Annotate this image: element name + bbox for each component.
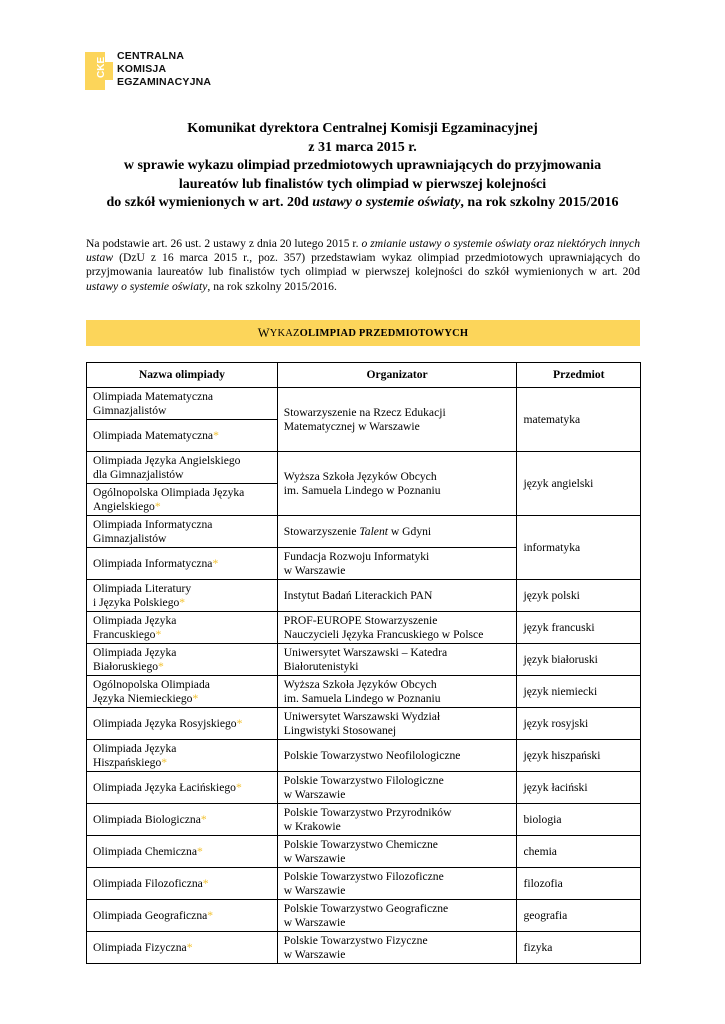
olympiad-name-line	[93, 813, 271, 827]
olympiad-name-text: Gimnazjalistów	[93, 403, 167, 417]
olympiad-name-line	[93, 500, 271, 514]
organizer-cell	[277, 868, 517, 900]
table-row	[87, 580, 641, 612]
banner-smallcaps: OLIMPIAD PRZEDMIOTOWYCH	[299, 327, 469, 339]
olympiad-name-text: Olimpiada Literatury	[93, 581, 192, 595]
organizer-cell	[277, 836, 517, 868]
olympiad-name-text: Olimpiada Języka Łacińskiego	[93, 780, 236, 794]
organizer-line: w Warszawie	[283, 915, 346, 929]
olympiad-name-cell	[87, 484, 278, 516]
table-row	[87, 452, 641, 484]
olympiad-name-line	[93, 429, 271, 443]
organizer-line: Wyższa Szkoła Języków Obcych	[283, 677, 437, 691]
olympiad-name-text: Olimpiada Języka	[93, 741, 177, 755]
olympiad-name-cell	[87, 868, 278, 900]
olympiad-name-cell	[87, 740, 278, 772]
cke-logo-icon	[85, 52, 113, 90]
organizer-line: w Warszawie	[283, 883, 346, 897]
olympiad-name-cell	[87, 516, 278, 548]
subject-cell: matematyka	[517, 388, 641, 452]
subject-cell: język angielski	[517, 452, 641, 516]
olympiad-name-text: Angielskiego	[93, 499, 155, 513]
olympiad-name-cell	[87, 772, 278, 804]
organizer-cell	[277, 676, 517, 708]
olympiad-name-text: Olimpiada Filozoficzna	[93, 876, 203, 890]
olympiad-name-line	[93, 941, 271, 955]
organizer-cell	[277, 388, 517, 452]
organizer-line: Fundacja Rozwoju Informatyki	[283, 549, 430, 563]
organizer-line: Polskie Towarzystwo Neofilologiczne	[283, 748, 461, 762]
title-line-4: laureatów lub finalistów tych olimpiad w pierwszej kolejności	[178, 176, 547, 192]
organizer-line: Polskie Towarzystwo Chemiczne	[283, 837, 438, 851]
table-row	[87, 836, 641, 868]
organizer-line: Nauczycieli Języka Francuskiego w Polsce	[283, 627, 484, 641]
organizer-line: im. Samuela Lindego w Poznaniu	[283, 691, 441, 705]
olympiad-name-text: Gimnazjalistów	[93, 531, 167, 545]
asterisk-marker: *	[161, 755, 168, 769]
header-organizer: Organizator	[277, 363, 517, 388]
organizer-text: w Gdyni	[387, 524, 432, 538]
olympiad-name-line	[93, 877, 271, 891]
section-banner	[86, 320, 640, 346]
olympiad-name-cell	[87, 388, 278, 420]
olympiad-name-line	[93, 781, 271, 795]
organizer-line: w Warszawie	[283, 851, 346, 865]
table-row	[87, 932, 641, 964]
table-row	[87, 708, 641, 740]
asterisk-marker: *	[213, 428, 219, 442]
table-row	[87, 676, 641, 708]
title-line-2: z 31 marca 2015 r.	[308, 139, 417, 155]
organizer-cell	[277, 740, 517, 772]
olympiad-name-text: Olimpiada Fizyczna	[93, 940, 187, 954]
organizer-cell	[277, 612, 517, 644]
table-row	[87, 868, 641, 900]
organizer-line: Wyższa Szkoła Języków Obcych	[283, 469, 437, 483]
organizer-line: Polskie Towarzystwo Filologiczne	[283, 773, 444, 787]
olympiad-name-text: Olimpiada Języka	[93, 645, 177, 659]
subject-cell: fizyka	[517, 932, 641, 964]
organizer-line: PROF-EUROPE Stowarzyszenie	[283, 613, 438, 627]
intro-text-3: , na rok szkolny 2015/2016.	[207, 279, 337, 293]
olympiad-name-text: Olimpiada Chemiczna	[93, 844, 197, 858]
header-subject: Przedmiot	[517, 363, 641, 388]
olympiad-name-text: Olimpiada Informatyczna	[93, 556, 213, 570]
organizer-text: Stowarzyszenie	[283, 524, 360, 538]
organizer-line: Białorutenistyki	[283, 659, 359, 673]
organizer-cell	[277, 804, 517, 836]
subject-cell: geografia	[517, 900, 641, 932]
logo-mark-text: CKE	[96, 56, 107, 78]
table-row	[87, 740, 641, 772]
olympiad-name-cell	[87, 644, 278, 676]
title-line-1: Komunikat dyrektora Centralnej Komisji Egzaminacyjnej	[187, 121, 538, 136]
organizer-cell	[277, 452, 517, 516]
olympiad-name-text: Języka Niemieckiego	[93, 691, 193, 705]
subject-cell: filozofia	[517, 868, 641, 900]
logo-wordmark	[117, 50, 211, 89]
organizer-line: Lingwistyki Stosowanej	[283, 723, 397, 737]
olympiad-name-line	[93, 742, 271, 756]
banner-first-letter: W	[257, 325, 270, 340]
subject-cell: język hiszpański	[517, 740, 641, 772]
subject-cell: język francuski	[517, 612, 641, 644]
organizer-line: im. Samuela Lindego w Poznaniu	[283, 483, 441, 497]
olympiad-name-line	[93, 454, 271, 468]
olympiad-name-line	[93, 486, 271, 500]
organizer-cell	[277, 772, 517, 804]
organizer-line: w Warszawie	[283, 563, 346, 577]
organizer-cell	[277, 516, 517, 548]
logo-line-2: KOMISJA	[117, 63, 167, 75]
table-row	[87, 804, 641, 836]
olympiad-name-line	[93, 596, 271, 610]
subject-cell: chemia	[517, 836, 641, 868]
asterisk-marker: *	[186, 940, 193, 954]
olympiad-name-line	[93, 404, 271, 418]
subject-cell: język łaciński	[517, 772, 641, 804]
asterisk-marker: *	[192, 691, 199, 705]
olympiad-name-text: Olimpiada Matematyczna	[93, 389, 214, 403]
table-body	[87, 388, 641, 964]
olympiad-name-cell	[87, 932, 278, 964]
olympiad-name-line	[93, 468, 271, 482]
olympiad-name-text: Francuskiego	[93, 627, 156, 641]
asterisk-marker: *	[154, 499, 161, 513]
olympiad-name-line	[93, 532, 271, 546]
olympiad-name-line	[93, 692, 271, 706]
olympiad-name-line	[93, 557, 271, 571]
logo-line-1: CENTRALNA	[117, 50, 185, 62]
organizer-line: Polskie Towarzystwo Fizyczne	[283, 933, 428, 947]
title-line-5-post: , na rok szkolny 2015/2016	[460, 195, 619, 210]
olympiad-name-cell	[87, 612, 278, 644]
organizer-line: Polskie Towarzystwo Przyrodników	[283, 805, 452, 819]
organizer-line: Matematycznej w Warszawie	[283, 419, 420, 433]
olympiad-name-line	[93, 756, 271, 770]
organizer-cell	[277, 548, 517, 580]
organizer-line: w Krakowie	[283, 819, 341, 833]
organizer-line	[284, 525, 511, 539]
olympiad-name-text: Olimpiada Języka Angielskiego	[93, 453, 241, 467]
table-row	[87, 644, 641, 676]
subject-cell: język rosyjski	[517, 708, 641, 740]
intro-text-2: (DzU z 16 marca 2015 r., poz. 357) przedstawiam wykaz olimpiad przedmiotowych uprawniających do przyjmowania laureatów lub finalistów tych olimpiad w pierwszej kolejności do szkół wymienionych w art. 20d	[86, 251, 640, 279]
organizer-line: Uniwersytet Warszawski – Katedra	[283, 645, 448, 659]
organizer-italic: Talent	[359, 524, 388, 538]
olympiad-name-text: Olimpiada Języka	[93, 613, 177, 627]
organizer-line: Uniwersytet Warszawski Wydział	[283, 709, 441, 723]
asterisk-marker: *	[158, 659, 164, 673]
organizer-cell	[277, 580, 517, 612]
organizer-cell	[277, 932, 517, 964]
olympiad-name-text: Olimpiada Geograficzna	[93, 908, 208, 922]
intro-paragraph	[86, 237, 640, 294]
olympiad-name-cell	[87, 900, 278, 932]
logo-line-3: EGZAMINACYJNA	[117, 76, 212, 88]
organizer-cell	[277, 900, 517, 932]
olympiad-name-text: Białoruskiego	[93, 659, 159, 673]
olympiad-name-cell	[87, 452, 278, 484]
olympiad-name-text: Ogólnopolska Olimpiada	[93, 677, 210, 691]
olympiad-name-cell	[87, 548, 278, 580]
olympiad-name-text: Olimpiada Informatyczna	[93, 517, 213, 531]
organizer-line: w Warszawie	[283, 947, 346, 961]
organizer-line: Polskie Towarzystwo Filozoficzne	[283, 869, 444, 883]
olympiad-name-text: Olimpiada Biologiczna	[93, 812, 201, 826]
olympiad-name-line	[93, 518, 271, 532]
asterisk-marker: *	[207, 908, 214, 922]
table-row	[87, 516, 641, 548]
olympiad-name-line	[93, 628, 271, 642]
organizer-line: w Warszawie	[283, 787, 346, 801]
organizer-cell	[277, 708, 517, 740]
subject-cell: język niemiecki	[517, 676, 641, 708]
title-line-3: w sprawie wykazu olimpiad przedmiotowych uprawniających do przyjmowania	[123, 158, 602, 173]
olympiad-name-cell	[87, 804, 278, 836]
table-row	[87, 900, 641, 932]
olympiad-name-cell	[87, 580, 278, 612]
olympiad-table	[86, 362, 641, 964]
olympiad-name-cell	[87, 836, 278, 868]
olympiad-name-line	[93, 678, 271, 692]
olympiad-name-line	[93, 582, 271, 596]
intro-text-1: Na podstawie art. 26 ust. 2 ustawy z dnia 20 lutego 2015 r.	[86, 237, 362, 250]
subject-cell: język polski	[517, 580, 641, 612]
olympiad-name-cell	[87, 708, 278, 740]
olympiad-name-line	[93, 614, 271, 628]
asterisk-marker: *	[197, 844, 203, 858]
olympiad-name-cell	[87, 676, 278, 708]
banner-rest: YKAZ	[269, 327, 300, 339]
organizer-line: Polskie Towarzystwo Geograficzne	[283, 901, 449, 915]
table-row	[87, 772, 641, 804]
organizer-line: Instytut Badań Literackich PAN	[283, 588, 433, 602]
header-name: Nazwa olimpiady	[87, 363, 278, 388]
olympiad-name-line	[93, 646, 271, 660]
olympiad-name-text: Ogólnopolska Olimpiada Języka	[93, 485, 245, 499]
title-line-5-italic: ustawy o systemie oświaty	[312, 195, 461, 210]
olympiad-name-text: i Języka Polskiego	[93, 595, 180, 609]
olympiad-name-line	[93, 717, 271, 731]
subject-cell: biologia	[517, 804, 641, 836]
asterisk-marker: *	[236, 716, 243, 730]
asterisk-marker: *	[235, 780, 242, 794]
intro-italic-1: o zmianie ustawy o systemie oświaty oraz niektórych innych ustaw	[86, 237, 640, 265]
cke-logo	[85, 48, 225, 92]
subject-cell: język białoruski	[517, 644, 641, 676]
document-title	[60, 120, 665, 213]
asterisk-marker: *	[155, 627, 162, 641]
table-row	[87, 612, 641, 644]
title-line-5	[60, 194, 665, 213]
olympiad-name-line	[93, 845, 271, 859]
olympiad-name-text: Hiszpańskiego	[93, 755, 162, 769]
organizer-line: Stowarzyszenie na Rzecz Edukacji	[283, 405, 446, 419]
olympiad-name-line	[93, 909, 271, 923]
title-line-5-pre: do szkół wymienionych w art. 20d	[106, 195, 313, 210]
intro-italic-2: ustawy o systemie oświaty	[86, 279, 208, 293]
organizer-cell	[277, 644, 517, 676]
asterisk-marker: *	[202, 876, 209, 890]
olympiad-name-line	[93, 660, 271, 674]
asterisk-marker: *	[200, 812, 207, 826]
table-row	[87, 388, 641, 420]
olympiad-name-text: Olimpiada Matematyczna	[93, 428, 214, 442]
subject-cell: informatyka	[517, 516, 641, 580]
olympiad-name-cell	[87, 420, 278, 452]
asterisk-marker: *	[179, 595, 186, 609]
asterisk-marker: *	[212, 556, 219, 570]
olympiad-name-line	[93, 390, 271, 404]
olympiad-name-text: dla Gimnazjalistów	[93, 467, 184, 481]
table-header-row	[87, 363, 641, 388]
olympiad-name-text: Olimpiada Języka Rosyjskiego	[93, 716, 237, 730]
